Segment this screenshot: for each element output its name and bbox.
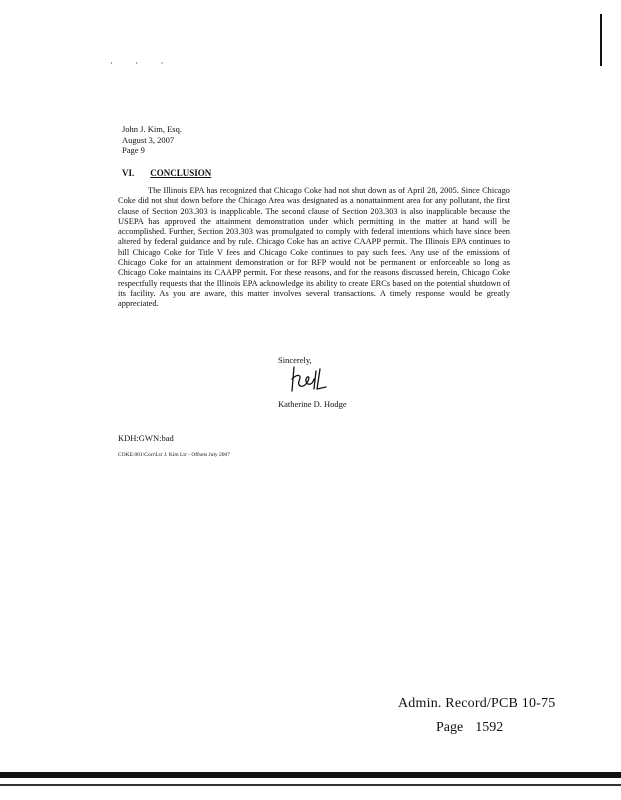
scan-edge-line xyxy=(600,14,602,66)
page-line: Page 9 xyxy=(122,145,145,155)
section-title: CONCLUSION xyxy=(150,168,212,178)
section-heading xyxy=(122,168,211,178)
page-stamp-number: 1592 xyxy=(475,720,504,735)
letter-header xyxy=(122,124,182,156)
scan-bottom-line xyxy=(0,784,621,786)
file-reference: COKE:001\Corr\Ltr J. Kim Ltr - Offsets July 2007 xyxy=(118,452,231,458)
page-number-stamp xyxy=(436,720,503,736)
typist-initials: KDH:GWN:bad xyxy=(118,433,174,443)
section-number: VI. xyxy=(122,168,135,178)
admin-record-stamp: Admin. Record/PCB 10-75 xyxy=(398,696,556,711)
conclusion-paragraph: The Illinois EPA has recognized that Chicago Coke had not shut down as of April 28, 2005. Since Chicago Coke did not shut down before the Chicago Area was designated as a nonattainment area for any pollutant, the first clause of Section 203.303 is inapplicable. The second clause of Section 203.303 is also inapplicable because the USEPA has approved the attainment demonstration under which permitting in the matter at hand will be accomplished. Further, Section 203.303 was promulgated to comply with federal intentions which have since been altered by federal guidance and by rule. Chicago Coke has an active CAAPP permit. The Illinois EPA continues to bill Chicago Coke for Title V fees and Chicago Coke continues to pay such fees. Any use of the emissions of Chicago Coke for an attainment demonstration or for RFP would not be permanent or enforceable so long as Chicago Coke maintains its CAAPP permit. For these reasons, and for the reasons discussed herein, Chicago Coke respectfully requests that the Illinois EPA acknowledge its ability to create ERCs based on the potential shutdown of its facility. As you are aware, this matter involves several transactions. A timely response would be greatly appreciated. xyxy=(118,186,510,309)
scan-marks: · · · xyxy=(110,58,174,68)
recipient-line: John J. Kim, Esq. xyxy=(122,124,182,134)
scan-bottom-bar xyxy=(0,772,621,778)
page-stamp-label: Page xyxy=(436,720,464,735)
closing-salutation: Sincerely, xyxy=(278,355,312,365)
date-line: August 3, 2007 xyxy=(122,134,175,145)
signer-name: Katherine D. Hodge xyxy=(278,399,347,409)
handwritten-signature xyxy=(286,365,332,395)
